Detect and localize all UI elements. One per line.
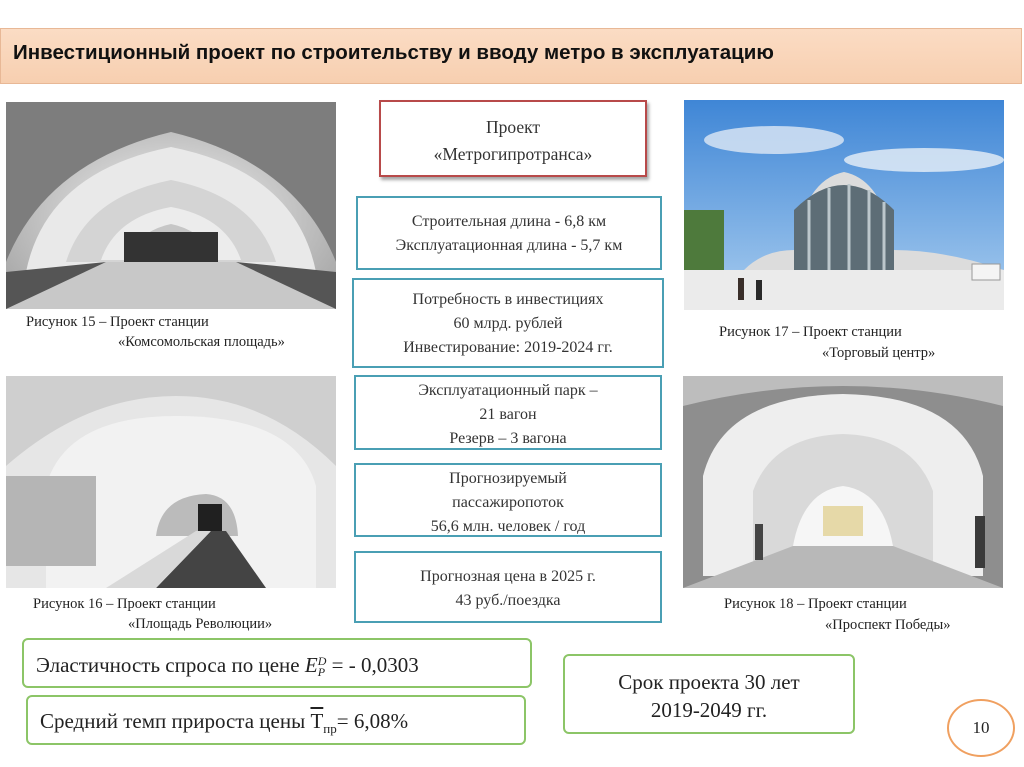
term-line: Срок проекта 30 лет bbox=[618, 670, 800, 694]
elasticity-value: = - 0,0303 bbox=[331, 653, 419, 677]
slide-title: Инвестиционный проект по строительству и вводу метро в эксплуатацию bbox=[13, 41, 774, 64]
box-line: Резерв – 3 вагона bbox=[449, 430, 567, 447]
page-number: 10 bbox=[947, 699, 1015, 757]
box-line: пассажиропоток bbox=[452, 494, 564, 511]
growth-label: Средний темп прироста цены bbox=[40, 709, 306, 733]
box-line: Прогнозная цена в 2025 г. bbox=[420, 568, 596, 585]
box-line: 56,6 млн. человек / год bbox=[430, 518, 586, 535]
box-line: Эксплуатационная длина - 5,7 км bbox=[395, 237, 623, 254]
figure-caption: Рисунок 17 – Проект станции bbox=[719, 324, 902, 340]
project-label: Проект bbox=[485, 117, 541, 137]
title-bar bbox=[0, 28, 1022, 84]
figure-caption: «Проспект Победы» bbox=[825, 617, 951, 633]
figure-caption: Рисунок 18 – Проект станции bbox=[724, 596, 907, 612]
station-image-komsomolskaya bbox=[6, 102, 336, 309]
figure-caption: «Комсомольская площадь» bbox=[118, 334, 285, 350]
length-info-box bbox=[356, 196, 662, 270]
elasticity-box bbox=[22, 638, 532, 688]
project-term-box bbox=[563, 654, 855, 734]
station-image-shopping-center bbox=[684, 100, 1004, 310]
box-line: Инвестирование: 2019-2024 гг. bbox=[403, 339, 613, 356]
fleet-info-box bbox=[354, 375, 662, 450]
box-line: 60 млрд. рублей bbox=[453, 315, 563, 332]
growth-value: = 6,08% bbox=[336, 709, 409, 733]
box-line: Эксплуатационный парк – bbox=[418, 382, 598, 399]
box-line: Строительная длина - 6,8 км bbox=[411, 213, 607, 230]
investment-info-box bbox=[352, 278, 664, 368]
project-box bbox=[379, 100, 647, 177]
term-line: 2019-2049 гг. bbox=[650, 698, 768, 722]
figure-caption: Рисунок 15 – Проект станции bbox=[26, 314, 209, 330]
elasticity-symbol: E D P bbox=[304, 653, 327, 680]
box-line: Потребность в инвестициях bbox=[412, 291, 604, 308]
elasticity-label: Эластичность спроса по цене bbox=[36, 653, 300, 677]
price-growth-box bbox=[26, 695, 526, 745]
figure-caption: «Торговый центр» bbox=[822, 345, 936, 361]
figure-caption: Рисунок 16 – Проект станции bbox=[33, 596, 216, 612]
passenger-flow-box bbox=[354, 463, 662, 537]
station-image-prospekt-pobedy bbox=[683, 376, 1003, 588]
box-line: 43 руб./поездка bbox=[455, 592, 561, 609]
station-image-revolution-square bbox=[6, 376, 336, 588]
project-name: «Метрогипротранса» bbox=[433, 144, 593, 164]
figure-caption: «Площадь Революции» bbox=[128, 616, 273, 632]
price-forecast-box bbox=[354, 551, 662, 623]
box-line: 21 вагон bbox=[479, 406, 537, 423]
box-line: Прогнозируемый bbox=[449, 470, 567, 487]
growth-symbol: $\overline{T}_{пр}$ bbox=[310, 709, 337, 737]
